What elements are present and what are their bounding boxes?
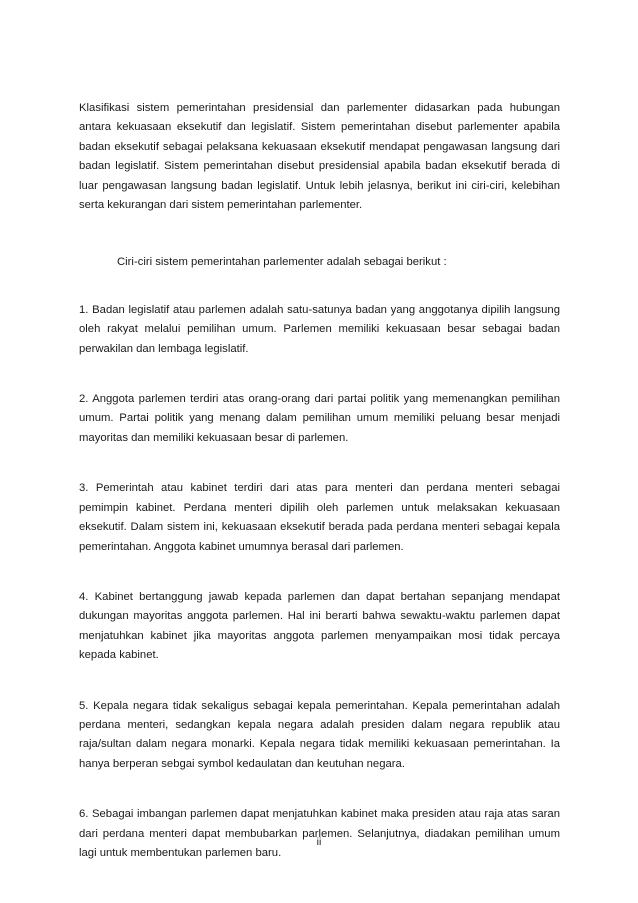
characteristics-list	[79, 301, 560, 864]
list-item-2: 2. Anggota parlemen terdiri atas orang-orang dari partai politik yang memenangkan pemilihan umum. Partai politik yang menang dalam pemilihan umum memiliki peluang besar menjadi mayoritas dan memiliki kekuasaan besar di parlemen.	[79, 393, 560, 444]
intro-paragraph: Klasifikasi sistem pemerintahan presidensial dan parlementer didasarkan pada hubungan antara kekuasaan eksekutif dan legislatif. Sistem pemerintahan disebut parlementer apabila badan eksekutif sebagai pelaksana kekuasaan eksekutif mendapat pengawasan langsung dari badan legislatif. Sistem pemerintahan disebut presidensial apabila badan eksekutif berada di luar pengawasan langsung badan legislatif. Untuk lebih jelasnya, berikut ini ciri-ciri, kelebihan serta kekurangan dari sistem pemerintahan parlementer.	[79, 102, 560, 212]
page-content	[79, 99, 560, 894]
page-number: ii	[316, 836, 322, 848]
list-heading: Ciri-ciri sistem pemerintahan parlementer adalah sebagai berikut :	[117, 256, 447, 269]
list-item-3: 3. Pemerintah atau kabinet terdiri dari atas para menteri dan perdana menteri sebagai pemimpin kabinet. Perdana menteri dipilih oleh parlemen untuk melaksakan kekuasaan eksekutif. Dalam sistem ini, kekuasaan eksekutif berada pada perdana menteri sebagai kepala pemerintahan. Anggota kabinet umumnya berasal dari parlemen.	[79, 482, 560, 553]
list-item-1: 1. Badan legislatif atau parlemen adalah satu-satunya badan yang anggotanya dipilih langsung oleh rakyat melalui pemilihan umum. Parlemen memiliki kekuasaan besar sebagai badan perwakilan dan lembaga legislatif.	[79, 303, 560, 355]
list-item-4: 4. Kabinet bertanggung jawab kepada parlemen dan dapat bertahan sepanjang mendapat dukungan mayoritas anggota parlemen. Hal ini berarti bahwa sewaktu-waktu parlemen dapat menjatuhkan kabinet jika mayoritas anggota parlemen menyampaikan mosi tidak percaya kepada kabinet.	[79, 590, 560, 662]
list-item-6: 6. Sebagai imbangan parlemen dapat menjatuhkan kabinet maka presiden atau raja atas saran dari perdana menteri dapat membubarkan parlemen. Selanjutnya, diadakan pemilihan umum lagi untuk membentukan parlemen baru.	[79, 808, 560, 859]
list-item-5: 5. Kepala negara tidak sekaligus sebagai kepala pemerintahan. Kepala pemerintahan adalah perdana menteri, sedangkan kepala negara adalah presiden dalam negara republik atau raja/sultan dalam negara monarki. Kepala negara tidak memiliki kekuasaan pemerintahan. Ia hanya berperan sebgai symbol kedaulatan dan keutuhan negara.	[79, 699, 560, 770]
